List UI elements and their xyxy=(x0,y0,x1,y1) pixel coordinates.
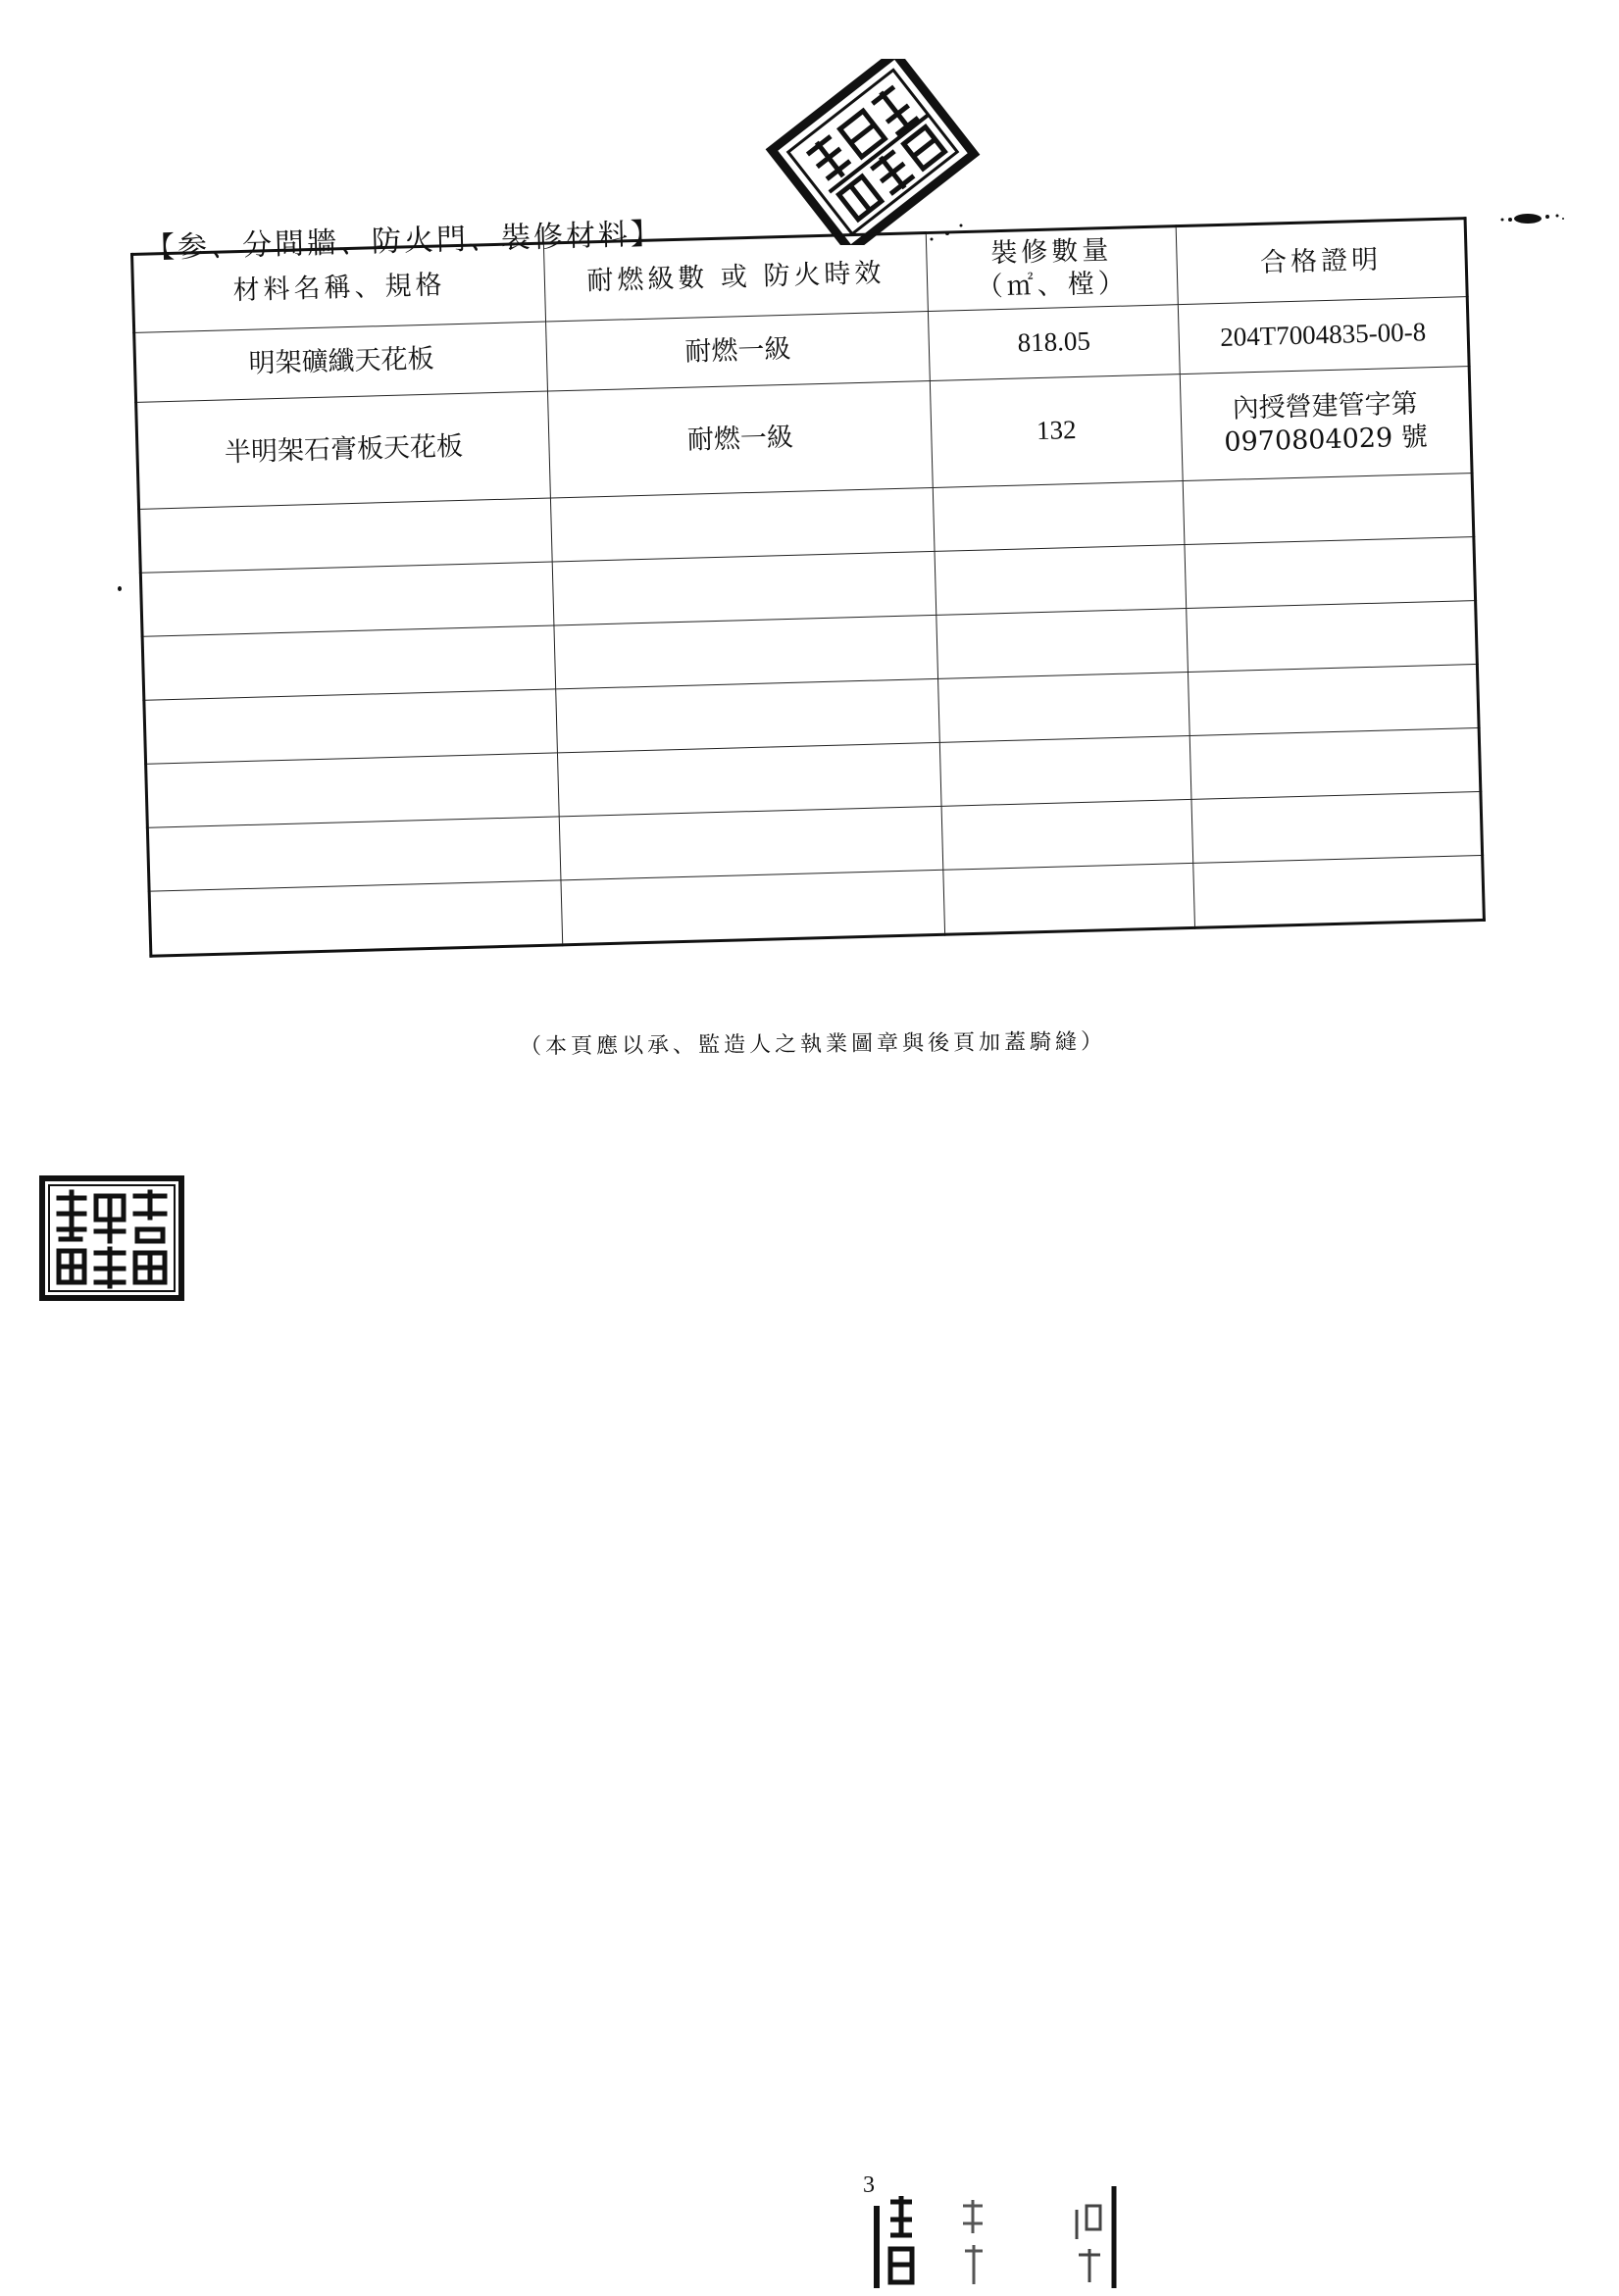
certificate-line-1: 內授營建管字第 xyxy=(1232,388,1419,424)
empty-cell xyxy=(941,799,1193,870)
header-fire-rating: 耐燃級數 或 防火時效 xyxy=(543,233,928,323)
architect-seal xyxy=(39,1174,186,1306)
empty-cell xyxy=(147,817,561,891)
cell-material-name: 半明架石膏板天花板 xyxy=(136,391,551,509)
cell-material-name: 明架礦纖天花板 xyxy=(134,322,548,402)
empty-cell xyxy=(1189,727,1481,799)
empty-cell xyxy=(561,870,945,945)
empty-cell xyxy=(1193,855,1485,927)
empty-cell xyxy=(1188,665,1479,736)
seam-stamp-note: （本頁應以承、監造人之執業圖章與後頁加蓋騎縫） xyxy=(519,1029,1107,1060)
empty-cell xyxy=(933,481,1185,552)
header-certificate: 合格證明 xyxy=(1176,219,1467,305)
empty-cell xyxy=(556,678,940,753)
empty-cell xyxy=(943,863,1195,934)
empty-cell xyxy=(936,609,1189,679)
header-quantity xyxy=(926,226,1178,312)
page-number: 3 xyxy=(863,2172,875,2198)
seal-stamp-top xyxy=(755,59,990,249)
header-quantity-unit: （㎡、樘） xyxy=(976,268,1130,303)
materials-table-wrap xyxy=(130,217,1486,958)
cell-certificate xyxy=(1180,367,1472,481)
empty-cell xyxy=(939,735,1191,806)
empty-cell xyxy=(935,545,1187,616)
empty-cell xyxy=(1183,474,1474,545)
cell-quantity: 132 xyxy=(930,374,1183,488)
header-material-name: 材料名稱、規格 xyxy=(132,243,546,332)
empty-cell xyxy=(550,487,935,562)
ink-speck xyxy=(1481,208,1569,231)
empty-cell xyxy=(139,498,553,573)
header-quantity-label: 裝修數量 xyxy=(989,235,1113,270)
empty-cell xyxy=(1185,537,1476,609)
empty-cell xyxy=(140,562,554,636)
empty-cell xyxy=(144,689,558,764)
materials-table xyxy=(130,217,1486,958)
empty-cell xyxy=(559,806,943,880)
cell-quantity: 818.05 xyxy=(928,305,1180,381)
empty-cell xyxy=(554,615,938,689)
cell-fire-rating: 耐燃一級 xyxy=(547,380,933,498)
empty-cell xyxy=(1187,601,1478,673)
section-title: 【参、分間牆、防火門、裝修材料】 xyxy=(144,217,664,266)
cell-certificate: 204T7004835-00-8 xyxy=(1178,297,1469,374)
empty-cell xyxy=(1191,791,1483,863)
empty-cell xyxy=(142,625,556,700)
certificate-line-2: 0970804029 號 xyxy=(1224,422,1429,458)
empty-cell xyxy=(557,742,941,817)
empty-cell xyxy=(149,880,563,956)
empty-cell xyxy=(938,672,1190,742)
ink-dot xyxy=(118,586,122,591)
empty-cell xyxy=(146,753,560,827)
seam-stamp-bottom xyxy=(869,2167,1124,2296)
empty-cell xyxy=(552,551,936,625)
cell-fire-rating: 耐燃一級 xyxy=(546,312,931,392)
